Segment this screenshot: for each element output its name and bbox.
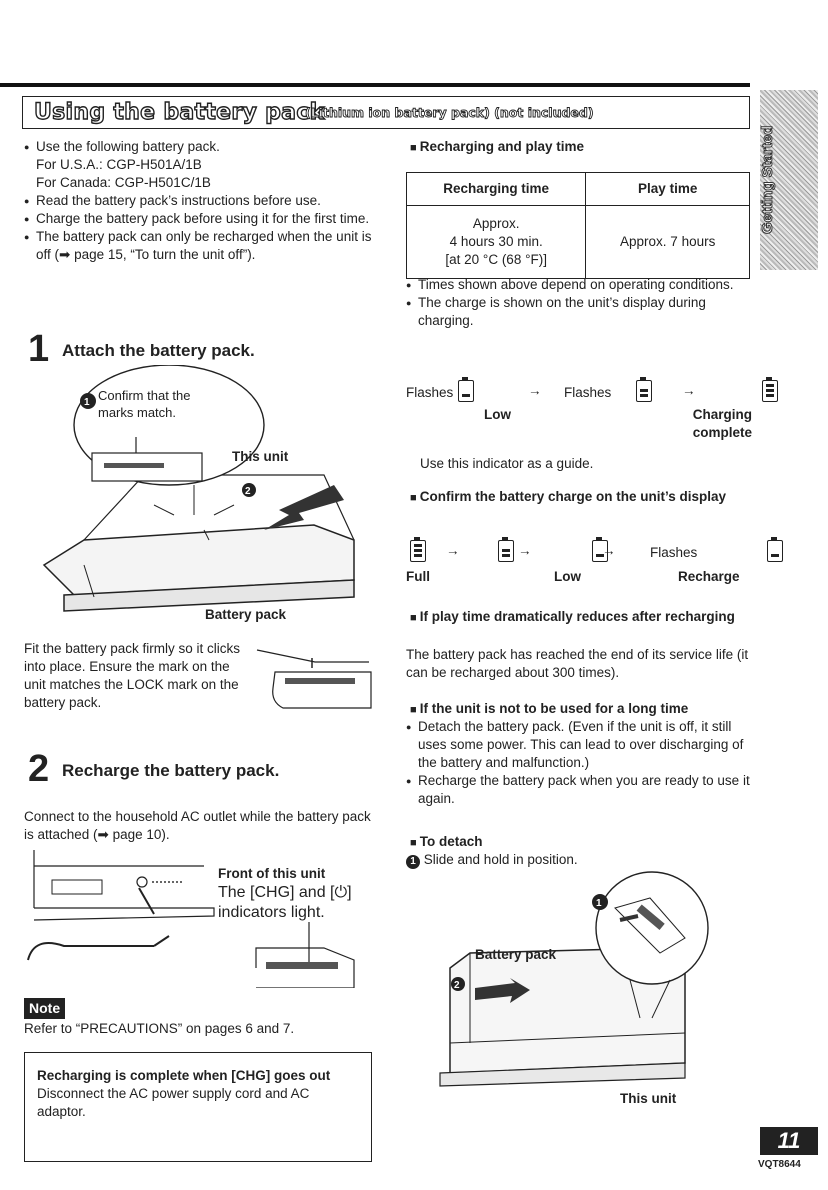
recharge-instructions: Connect to the household AC outlet while the battery pack is attached (➡ page 10). bbox=[24, 809, 371, 842]
step-1-circle-icon: 1 bbox=[406, 855, 420, 869]
flow-flashes-label: Flashes bbox=[650, 545, 698, 560]
bullet-item: ● Read the battery pack’s instructions before use. bbox=[24, 192, 374, 210]
page-title: Using the battery pack bbox=[34, 100, 325, 125]
bullet-item: ● Detach the battery pack. (Even if the unit is off, it still uses some power. This can lead to over discharging of the battery and malfunction.) bbox=[406, 718, 751, 772]
arrow-icon: → bbox=[682, 383, 696, 398]
page-subtitle: (Lithium ion battery pack) (not included) bbox=[305, 105, 594, 120]
model-number: VQT8644 bbox=[758, 1159, 801, 1170]
table-header: Recharging time bbox=[407, 173, 586, 206]
detach-step bbox=[406, 851, 578, 869]
side-tab-label: Getting Started bbox=[759, 125, 776, 234]
flow-flashes-label: Flashes bbox=[564, 385, 612, 400]
left-bullets bbox=[24, 138, 374, 264]
table-cell: Approx. 7 hours bbox=[586, 206, 750, 279]
step-1-number: 1 bbox=[28, 328, 50, 370]
arrow-icon: → bbox=[518, 543, 532, 558]
label-battery-pack-detach: Battery pack bbox=[475, 947, 557, 962]
table-header: Play time bbox=[586, 173, 750, 206]
charging-flow bbox=[406, 378, 751, 448]
step-2-number: 2 bbox=[28, 748, 50, 790]
flow-complete-label: Charging complete bbox=[692, 407, 752, 440]
bullet-item: ● Recharge the battery pack when you are ready to use it again. bbox=[406, 772, 751, 808]
flow-flashes-label: Flashes bbox=[406, 385, 454, 400]
complete-box-heading: Recharging is complete when [CHG] goes out bbox=[37, 1068, 331, 1083]
right-bullets bbox=[406, 276, 751, 330]
heading-long-time: ■ If the unit is not to be used for a long time bbox=[410, 700, 688, 718]
bullet-item: ● The battery pack can only be recharged when the unit is off (➡ page 15, “To turn the unit off”). bbox=[24, 228, 374, 264]
charge-level-flow bbox=[406, 538, 751, 590]
svg-text:2: 2 bbox=[454, 980, 460, 991]
recharge-table bbox=[406, 172, 750, 279]
battery-mid-flashing-icon bbox=[636, 380, 652, 402]
page-number: 11 bbox=[760, 1127, 818, 1155]
label-this-unit-detach: This unit bbox=[620, 1091, 677, 1106]
battery-mid-icon bbox=[498, 540, 514, 562]
bullet-item: ● Times shown above depend on operating conditions. bbox=[406, 276, 751, 294]
table-cell: Approx. 4 hours 30 min. [at 20 °C (68 °F)] bbox=[407, 206, 586, 279]
top-rule bbox=[0, 83, 750, 87]
complete-box bbox=[24, 1052, 372, 1162]
note-badge: Note bbox=[24, 998, 65, 1019]
label-front-of-unit: Front of this unit bbox=[218, 866, 326, 881]
flow-recharge-label: Recharge bbox=[678, 569, 740, 584]
battery-low-flashing-icon bbox=[767, 540, 783, 562]
guide-text: Use this indicator as a guide. bbox=[420, 456, 594, 471]
svg-text:1: 1 bbox=[84, 397, 90, 408]
heading-play-time-reduces: ■ If play time dramatically reduces after recharging bbox=[410, 608, 750, 626]
heading-recharge-play: ■ Recharging and play time bbox=[410, 138, 584, 156]
battery-low-flashing-icon bbox=[458, 380, 474, 402]
svg-text:2: 2 bbox=[245, 486, 251, 497]
flow-full-label: Full bbox=[406, 569, 430, 584]
step-1-title: Attach the battery pack. bbox=[62, 341, 255, 360]
attach-instructions: Fit the battery pack firmly so it clicks into place. Ensure the mark on the unit matches the LOCK mark on the battery pack. bbox=[24, 641, 241, 710]
flow-low-label: Low bbox=[554, 569, 581, 584]
battery-full-icon bbox=[762, 380, 778, 402]
complete-box-text: Disconnect the AC power supply cord and AC adaptor. bbox=[37, 1085, 310, 1119]
note-text: Refer to “PRECAUTIONS” on pages 6 and 7. bbox=[24, 1021, 295, 1036]
lock-mark-illustration bbox=[255, 648, 373, 710]
callout-confirm-marks: Confirm that the marks match. bbox=[98, 388, 191, 420]
label-indicators-light: The [CHG] and [⏻] indicators light. bbox=[218, 884, 352, 921]
bullet-item: ● Charge the battery pack before using it for the first time. bbox=[24, 210, 374, 228]
heading-confirm-charge: ■ Confirm the battery charge on the unit’s display bbox=[410, 488, 750, 506]
long-time-bullets bbox=[406, 718, 751, 808]
svg-text:1: 1 bbox=[596, 898, 602, 909]
arrow-icon: → bbox=[446, 543, 460, 558]
label-this-unit: This unit bbox=[232, 449, 289, 464]
bullet-item: ● The charge is shown on the unit’s display during charging. bbox=[406, 294, 751, 330]
arrow-icon: → bbox=[528, 383, 542, 398]
battery-full-icon bbox=[410, 540, 426, 562]
flow-low-label: Low bbox=[484, 407, 511, 422]
detach-illustration bbox=[430, 868, 730, 1088]
label-battery-pack: Battery pack bbox=[205, 607, 287, 622]
heading-to-detach: ■ To detach bbox=[410, 833, 482, 851]
step-2-title: Recharge the battery pack. bbox=[62, 761, 280, 780]
arrow-icon: → bbox=[602, 543, 616, 558]
detach-step-text: Slide and hold in position. bbox=[423, 852, 578, 867]
bullet-item: ● Use the following battery pack. For U.S.A.: CGP-H501A/1B For Canada: CGP-H501C/1B bbox=[24, 138, 374, 192]
reduce-text: The battery pack has reached the end of its service life (it can be recharged about 300 times). bbox=[406, 647, 749, 680]
